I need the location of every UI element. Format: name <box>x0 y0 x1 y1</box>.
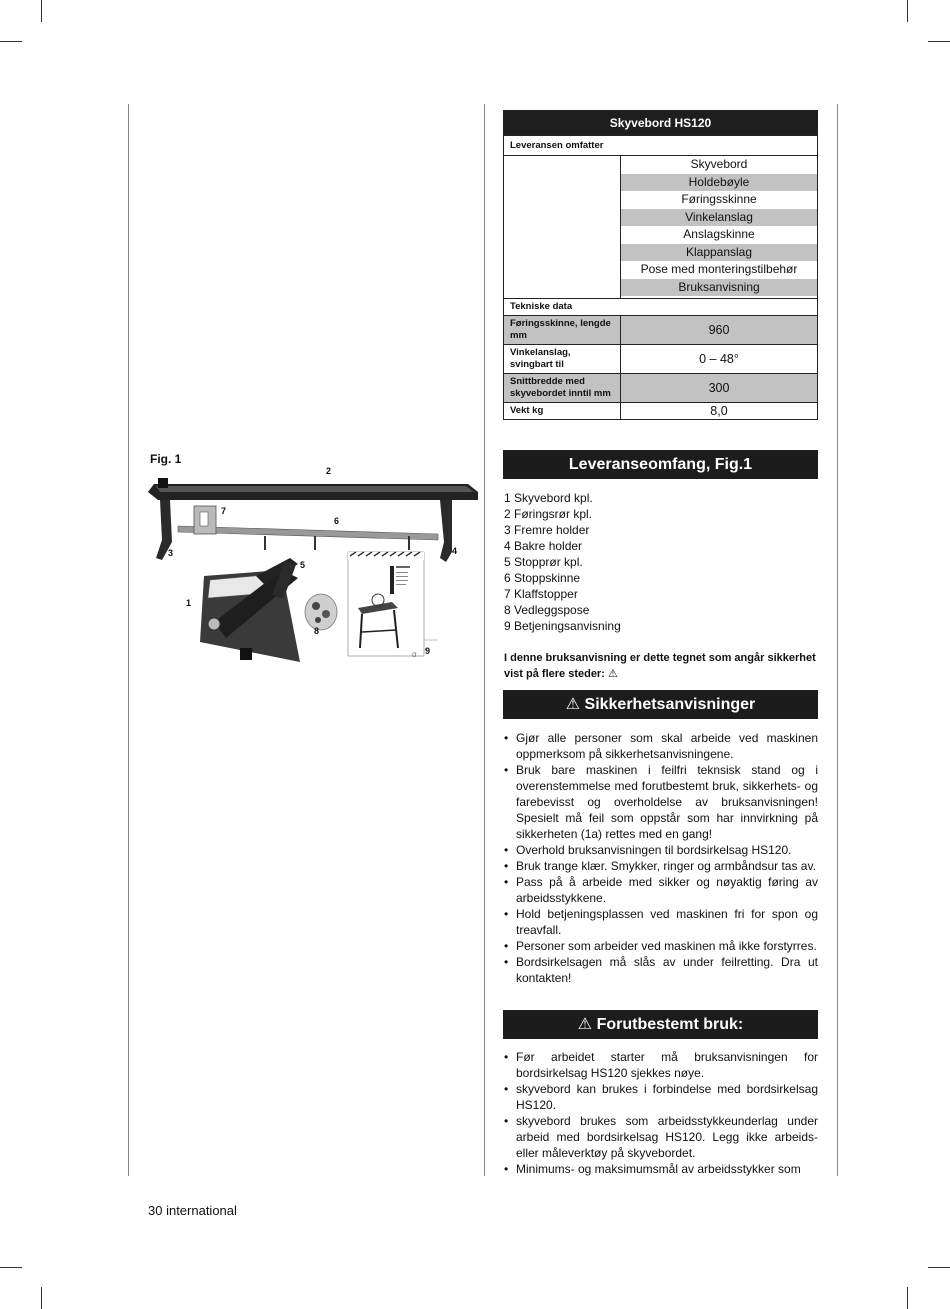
warning-icon: ⚠ <box>577 1016 593 1033</box>
spec-row-value: 960 <box>621 316 818 345</box>
spec-table-title: Skyvebord HS120 <box>504 111 818 136</box>
spec-row <box>504 374 818 403</box>
list-item: • Minimums- og maksimumsmål av arbeidsstykker som <box>504 1161 818 1177</box>
list-item: 2 Føringsrør kpl. <box>504 507 593 521</box>
spec-table <box>503 110 818 420</box>
safety-list <box>504 730 818 986</box>
delivery-item: Klappanslag <box>621 244 817 262</box>
angle-mark: α <box>412 650 417 659</box>
spec-row <box>504 316 818 345</box>
parts-illustration <box>148 462 478 672</box>
tech-data-label: Tekniske data <box>504 299 818 316</box>
list-item: 4 Bakre holder <box>504 539 583 553</box>
column-rule-right <box>837 104 838 1176</box>
callout-label: 4 <box>452 546 458 556</box>
list-item: 5 Stopprør kpl. <box>504 555 583 569</box>
scope-heading: Leveranseomfang, Fig.1 <box>503 450 818 479</box>
list-item: • Hold betjeningsplassen ved maskinen fri for spon og treavfall. <box>504 906 818 938</box>
spec-row-label: Vekt kg <box>504 403 621 420</box>
list-item: • Før arbeidet starter må bruksanvisningen for bordsirkelsag HS120 sjekkes nøye. <box>504 1049 818 1081</box>
warning-icon: ⚠ <box>607 668 618 680</box>
callout-label: 1 <box>186 598 192 608</box>
list-item: 7 Klaffstopper <box>504 587 578 601</box>
spec-row-value: 300 <box>621 374 818 403</box>
list-item: 3 Fremre holder <box>504 523 590 537</box>
scope-list <box>504 490 621 634</box>
delivery-blank-cell <box>504 156 621 299</box>
spec-row <box>504 345 818 374</box>
list-item: • Bruk trange klær. Smykker, ringer og armbåndsur tas av. <box>504 858 818 874</box>
delivery-item: Holdebøyle <box>621 174 817 192</box>
callout-label: 9 <box>425 646 431 656</box>
callout-label: 2 <box>326 466 332 476</box>
crop-mark <box>0 1267 22 1268</box>
intended-use-heading <box>503 1010 818 1039</box>
crop-mark <box>41 1287 42 1309</box>
page-footer: 30 international <box>148 1203 237 1218</box>
spec-row-value: 8,0 <box>621 403 818 420</box>
list-item: • skyvebord kan brukes i forbindelse med bordsirkelsag HS120. <box>504 1081 818 1113</box>
spec-row-value: 0 – 48° <box>621 345 818 374</box>
callout-label: 8 <box>314 626 320 636</box>
column-rule-left <box>128 104 129 1176</box>
figure-sliding-table-parts <box>148 462 478 672</box>
callout-label: 3 <box>168 548 174 558</box>
crop-mark <box>928 1267 950 1268</box>
crop-mark <box>0 41 22 42</box>
delivery-item: Bruksanvisning <box>621 279 817 297</box>
list-item: • Gjør alle personer som skal arbeide ved maskinen oppmerksom på sikkerhetsanvisningene. <box>504 730 818 762</box>
warning-icon: ⚠ <box>565 696 581 713</box>
list-item: 9 Betjeningsanvisning <box>504 619 621 633</box>
safety-note-text: I denne bruksanvisning er dette tegnet som angår sikkerhet vist på flere steder: <box>504 652 816 680</box>
delivery-item: Anslagskinne <box>683 227 755 241</box>
list-item: • Overhold bruksanvisningen til bordsirkelsag HS120. <box>504 842 818 858</box>
list-item: 6 Stoppskinne <box>504 571 581 585</box>
spec-row <box>504 403 818 420</box>
delivery-items <box>621 156 818 299</box>
delivery-label: Leveransen omfatter <box>504 136 818 156</box>
list-item: • Bordsirkelsagen må slås av under feilretting. Dra ut kontakten! <box>504 954 818 986</box>
spec-row-label: Snittbredde med skyvebordet inntil mm <box>504 374 621 403</box>
delivery-item: Skyvebord <box>690 157 748 171</box>
crop-mark <box>907 0 908 22</box>
callout-label: 7 <box>221 506 227 516</box>
intended-use-heading-text: Forutbestemt bruk: <box>596 1016 744 1033</box>
delivery-item: Vinkelanslag <box>621 209 817 227</box>
list-item: • Bruk bare maskinen i feilfri teknsisk stand og i overenstemmelse med forutbestemt bruk, sikkerhets- og farebevisst og overholdelse av bruksanvisningen! Spesielt må feil som oppstår som har innvirkning på sikkerheten (1a) rettes med en gang! <box>504 762 818 842</box>
list-item: 8 Vedleggspose <box>504 603 590 617</box>
safety-note <box>504 650 818 682</box>
list-item: 1 Skyvebord kpl. <box>504 491 593 505</box>
safety-heading-text: Sikkerhetsanvisninger <box>584 696 756 713</box>
intended-use-list <box>504 1049 818 1177</box>
column-rule-middle <box>484 104 485 1176</box>
crop-mark <box>41 0 42 22</box>
callout-label: 6 <box>334 516 340 526</box>
crop-mark <box>928 41 950 42</box>
list-item: • Personer som arbeider ved maskinen må ikke forstyrres. <box>504 938 818 954</box>
delivery-item: Føringsskinne <box>681 192 757 206</box>
spec-row-label: Vinkelanslag, svingbart til <box>504 345 621 374</box>
callout-label: 5 <box>300 560 306 570</box>
figure-label: Fig. 1 <box>150 452 182 466</box>
spec-row-label: Føringsskinne, lengde mm <box>504 316 621 345</box>
safety-heading <box>503 690 818 719</box>
delivery-item: Pose med monteringstilbehør <box>640 262 798 276</box>
list-item: • skyvebord brukes som arbeidsstykkeunderlag under arbeid med bordsirkelsag HS120. Legg ikke arbeids- eller måleverktøy på skyvebordet. <box>504 1113 818 1161</box>
list-item: • Pass på å arbeide med sikker og nøyaktig føring av arbeidsstykkene. <box>504 874 818 906</box>
crop-mark <box>907 1287 908 1309</box>
